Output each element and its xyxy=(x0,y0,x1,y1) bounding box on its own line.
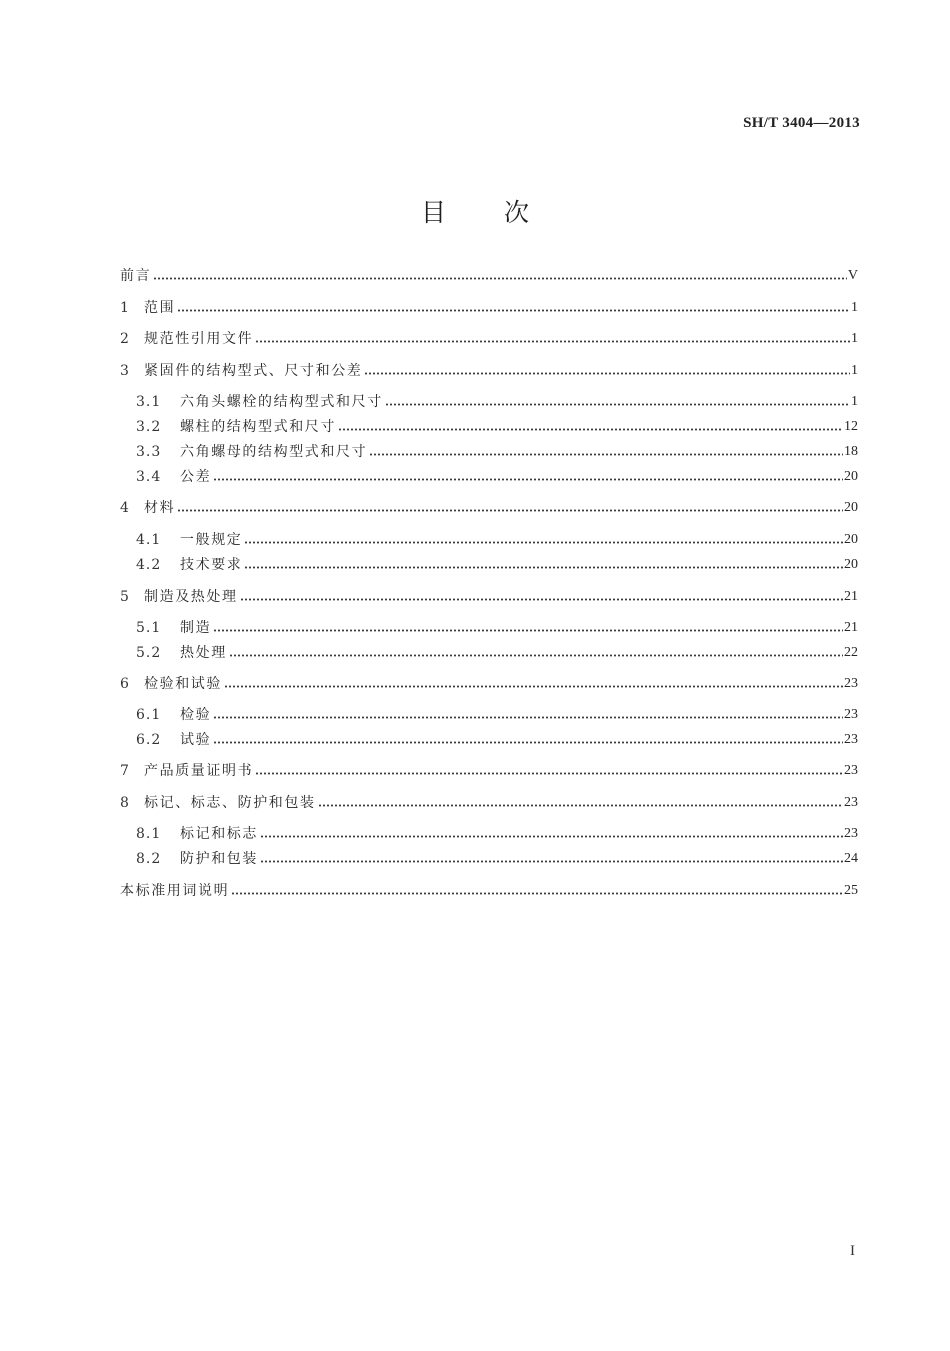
toc-leader xyxy=(177,509,843,512)
toc-leader xyxy=(255,772,843,775)
toc-leader xyxy=(260,835,843,838)
toc-entry[interactable] xyxy=(136,529,858,549)
toc-label: 紧固件的结构型式、尺寸和公差 xyxy=(144,363,363,379)
toc-page: 1 xyxy=(851,363,858,378)
toc-entry[interactable] xyxy=(136,704,858,724)
toc-page: 23 xyxy=(844,707,858,722)
toc-label: 标记、标志、防护和包装 xyxy=(144,795,316,811)
toc-label: 技术要求 xyxy=(180,557,243,573)
toc-number: 4.2 xyxy=(136,557,162,573)
toc-leader xyxy=(224,685,843,688)
toc-leader xyxy=(229,654,843,657)
toc-entry[interactable] xyxy=(120,328,858,348)
toc-leader xyxy=(318,804,843,807)
toc-label: 标记和标志 xyxy=(180,826,258,842)
toc-label: 本标准用词说明 xyxy=(120,883,230,899)
toc-number: 3.3 xyxy=(136,444,162,460)
toc-entry[interactable] xyxy=(120,586,858,606)
toc-entry[interactable] xyxy=(136,441,858,461)
toc-label: 六角头螺栓的结构型式和尺寸 xyxy=(180,394,383,410)
toc-label: 检验 xyxy=(180,707,212,723)
toc-number: 3 xyxy=(120,363,129,379)
toc-label: 制造 xyxy=(180,620,212,636)
toc-leader xyxy=(364,372,850,375)
toc-entry[interactable] xyxy=(120,760,858,780)
toc-page: 20 xyxy=(844,500,858,515)
toc-number: 8.2 xyxy=(136,851,162,867)
toc-number: 6.2 xyxy=(136,732,162,748)
toc-entry[interactable] xyxy=(120,297,858,317)
toc-leader xyxy=(244,566,843,569)
toc-leader xyxy=(369,453,843,456)
toc-number: 3.2 xyxy=(136,419,162,435)
toc-label: 一般规定 xyxy=(180,532,243,548)
toc-entry[interactable] xyxy=(136,848,858,868)
toc-label: 规范性引用文件 xyxy=(144,331,254,347)
toc-leader xyxy=(213,716,843,719)
toc-leader xyxy=(177,309,850,312)
toc-label: 材料 xyxy=(144,500,176,516)
toc-entry[interactable] xyxy=(136,416,858,436)
toc-leader xyxy=(153,277,847,280)
toc-entry[interactable] xyxy=(136,466,858,486)
toc-entry[interactable] xyxy=(136,823,858,843)
toc-number: 1 xyxy=(120,300,129,316)
toc-leader xyxy=(260,860,843,863)
toc-page: 18 xyxy=(844,444,858,459)
toc-leader xyxy=(231,892,843,895)
toc-leader xyxy=(213,478,843,481)
toc-leader xyxy=(213,629,843,632)
toc-number: 4 xyxy=(120,500,129,516)
toc-leader xyxy=(213,741,843,744)
std-code: SH/T 3404—2013 xyxy=(743,115,860,131)
toc-number: 3.1 xyxy=(136,394,162,410)
toc-number: 5 xyxy=(120,589,129,605)
toc-page: V xyxy=(847,268,858,283)
toc-label: 范围 xyxy=(144,300,176,316)
toc-label: 试验 xyxy=(180,732,212,748)
toc-entry[interactable] xyxy=(120,792,858,812)
toc-entry[interactable] xyxy=(136,554,858,574)
toc-page: 12 xyxy=(844,419,858,434)
toc-page: 22 xyxy=(844,645,858,660)
toc-leader xyxy=(244,541,843,544)
toc-page: 21 xyxy=(844,620,858,635)
toc-leader xyxy=(338,428,843,431)
toc-page: 21 xyxy=(844,589,858,604)
toc-label: 产品质量证明书 xyxy=(144,763,254,779)
toc-page: 20 xyxy=(844,532,858,547)
page-title: 目次 xyxy=(420,198,587,227)
toc-page: 20 xyxy=(844,557,858,572)
toc-page: 1 xyxy=(851,300,858,315)
toc-page: 1 xyxy=(851,394,858,409)
toc-entry[interactable] xyxy=(136,642,858,662)
toc-page: 23 xyxy=(844,826,858,841)
toc-entry[interactable] xyxy=(120,360,858,380)
toc-page: 23 xyxy=(844,795,858,810)
toc-number: 8 xyxy=(120,795,129,811)
toc-label: 热处理 xyxy=(180,645,227,661)
toc-label: 公差 xyxy=(180,469,212,485)
toc-number: 7 xyxy=(120,763,129,779)
toc-page: 1 xyxy=(851,331,858,346)
toc-leader xyxy=(240,598,843,601)
toc-number: 6 xyxy=(120,676,129,692)
toc-page: 23 xyxy=(844,732,858,747)
toc-label: 前言 xyxy=(120,268,152,284)
toc-number: 6.1 xyxy=(136,707,162,723)
toc-page: 24 xyxy=(844,851,858,866)
toc-label: 制造及热处理 xyxy=(144,589,238,605)
toc-number: 2 xyxy=(120,331,129,347)
toc-number: 8.1 xyxy=(136,826,162,842)
toc-entry[interactable] xyxy=(120,497,858,517)
toc-entry[interactable] xyxy=(136,617,858,637)
toc-page: 25 xyxy=(844,883,858,898)
toc-number: 5.2 xyxy=(136,645,162,661)
toc-page: 23 xyxy=(844,676,858,691)
toc-number: 5.1 xyxy=(136,620,162,636)
toc-page: 20 xyxy=(844,469,858,484)
toc-entry[interactable] xyxy=(120,673,858,693)
toc-entry[interactable] xyxy=(136,391,858,411)
toc-entry[interactable] xyxy=(136,729,858,749)
toc-label: 检验和试验 xyxy=(144,676,222,692)
toc-entry[interactable] xyxy=(120,265,858,285)
toc-label: 防护和包装 xyxy=(180,851,258,867)
toc-label: 六角螺母的结构型式和尺寸 xyxy=(180,444,368,460)
toc-number: 4.1 xyxy=(136,532,162,548)
toc-leader xyxy=(385,403,850,406)
toc-label: 螺柱的结构型式和尺寸 xyxy=(180,419,336,435)
page-number: I xyxy=(850,1243,855,1259)
toc-leader xyxy=(255,340,850,343)
toc-page: 23 xyxy=(844,763,858,778)
toc-number: 3.4 xyxy=(136,469,162,485)
toc-entry[interactable] xyxy=(120,880,858,900)
